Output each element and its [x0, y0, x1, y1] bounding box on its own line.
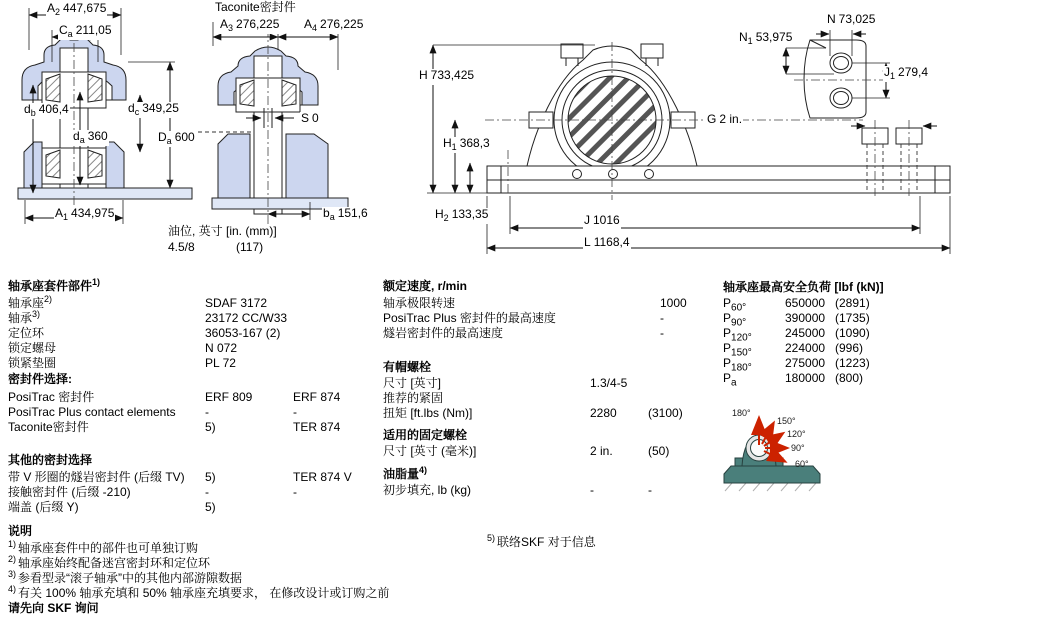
note-2: $^{2)}$ 轴承座始终配备迷宫密封环和定位环 — [8, 554, 211, 570]
spec-row-positrac-plus: PosiTrac Plus contact elements - - — [8, 405, 297, 419]
dim-da: $d_a$ 360 — [73, 129, 108, 146]
spec-row-bearing-limit-speed: 轴承极限转速 1000 — [383, 296, 687, 310]
dim-ba: $b_a$ 151,6 — [323, 206, 368, 223]
oil-level-mm: (117) — [236, 240, 264, 254]
oil-level-label: 油位, 英寸 [in. (mm)] — [168, 224, 277, 238]
spec-row-taconite-speed: 燧岩密封件的最高速度 - — [383, 326, 664, 340]
dim-A1: $A_1$ 434,975 — [55, 206, 115, 223]
load-row-pa: $P_a$ 180000 (800) — [723, 371, 864, 389]
notes-section — [8, 524, 408, 616]
spec-row-contact-seal: 接触密封件 (后缀 -210) - - — [8, 485, 297, 499]
spec-row-taconite-seal: Taconite密封件 5) TER 874 — [8, 420, 341, 434]
spec-row-locating-ring: 定位环 36053-167 (2) — [8, 326, 281, 340]
load-row-p120: $P_{120^\circ}$ 245000 (1090) — [723, 326, 870, 344]
spec-row-lock-nut: 锁定螺母 N 072 — [8, 341, 238, 355]
dim-H1: $H_1$ 368,3 — [443, 136, 490, 153]
spec-row-positrac-plus-speed: PosiTrac Plus 密封件的最高速度 - — [383, 311, 664, 325]
speed-section — [383, 279, 703, 341]
spec-row-lock-washer: 锁紧垫圈 PL 72 — [8, 356, 236, 370]
dim-A2: $A_2$ 447,675 — [47, 1, 107, 18]
seal-selection-section — [8, 372, 341, 435]
spec-row-taconite-tv: 带 V 形圈的燧岩密封件 (后缀 TV) 5) TER 874 V — [8, 470, 352, 484]
load-row-p90: $P_{90^\circ}$ 390000 (1735) — [723, 311, 870, 329]
safe-loads-title: 轴承座最高安全负荷 [lbf (kN)] — [723, 280, 884, 294]
dim-G: G 2 in. — [706, 113, 743, 129]
angle-label-180: 180° — [732, 408, 751, 418]
dim-J1: $J_1$ 279,4 — [884, 65, 929, 82]
angle-label-120: 120° — [787, 429, 806, 439]
note-4: $^{4)}$ 有关 100% 轴承充填和 50% 轴承座充填要求， 在修改设计或订购之前 — [8, 584, 390, 600]
oil-level-inches: 4.5/8 — [168, 240, 195, 254]
other-seals-title: 其他的密封选择 — [8, 453, 93, 467]
grease-title: 油脂量$^{4)}$ — [383, 465, 428, 481]
seal-selection-title: 密封件选择: — [8, 372, 72, 386]
housing-kit-section — [8, 277, 288, 371]
dim-N: N 73,025 — [826, 13, 876, 29]
dim-dc: $d_c$ 349,25 — [128, 101, 179, 118]
dim-J: J 1016 — [583, 214, 621, 230]
taconite-title: Taconite密封件 — [215, 0, 296, 14]
spec-row-torque: 扭矩 [ft.lbs (Nm)] 2280 (3100) — [383, 406, 683, 420]
angle-label-150: 150° — [777, 416, 796, 426]
dim-Da: $D_a$ 600 — [158, 130, 195, 147]
spec-row-recommended-tightening: 推荐的紧固 — [383, 391, 444, 405]
cap-bolts-title: 有帽螺栓 — [383, 360, 432, 374]
load-row-p60: $P_{60^\circ}$ 650000 (2891) — [723, 296, 870, 314]
dim-S: S 0 — [300, 112, 320, 128]
speed-title: 额定速度, r/min — [383, 279, 468, 293]
safe-loads-section — [723, 280, 1023, 389]
dim-A3: $A_3$ 276,225 — [220, 17, 280, 34]
note-5: $^{5)}$ 联络SKF 对于信息 — [487, 533, 596, 549]
spec-row-positrac-seal: PosiTrac 密封件 ERF 809 ERF 874 — [8, 390, 341, 404]
spec-row-bearing: 轴承$^{3)}$ 23172 CC/W33 — [8, 309, 288, 325]
dim-Ca: $C_a$ 211,05 — [59, 23, 112, 40]
dim-H: H 733,425 — [418, 69, 475, 85]
spec-row-housing: 轴承座$^{2)}$ SDAF 3172 — [8, 294, 268, 310]
load-row-p180: $P_{180^\circ}$ 275000 (1223) — [723, 356, 870, 374]
load-row-p150: $P_{150^\circ}$ 224000 (996) — [723, 341, 864, 359]
dim-H2: $H_2$ 133,35 — [435, 207, 489, 224]
other-seals-section — [8, 453, 352, 515]
dim-L: L 1168,4 — [583, 236, 631, 252]
dim-N1: $N_1$ 53,975 — [739, 30, 793, 47]
note-1: $^{1)}$ 轴承座套件中的部件也可单独订购 — [8, 539, 199, 555]
cap-bolts-section — [383, 360, 703, 421]
dim-db: $d_b$ 406,4 — [24, 102, 69, 119]
attach-bolts-section — [383, 428, 703, 459]
spec-row-attach-bolt-size: 尺寸 [英寸 (毫米)] 2 in. (50) — [383, 444, 670, 458]
spec-row-initial-fill: 初步填充, lb (kg) - - — [383, 483, 652, 497]
notes-title: 说明 — [8, 524, 33, 538]
note-3: $^{3)}$ 参看型录“滚子轴承”中的其他内部游隙数据 — [8, 569, 243, 585]
spec-row-cap-bolt-size: 尺寸 [英寸] 1.3/4-5 — [383, 376, 628, 390]
spec-row-end-cover: 端盖 (后缀 Y) 5) — [8, 500, 216, 514]
angle-label-60: 60° — [795, 459, 809, 469]
grease-section — [383, 467, 703, 498]
angle-label-90: 90° — [791, 443, 805, 453]
note-closing: 请先向 SKF 询问 — [8, 601, 99, 615]
dim-A4: $A_4$ 276,225 — [304, 17, 364, 34]
attach-bolts-title: 适用的固定螺栓 — [383, 428, 468, 442]
housing-kit-title: 轴承座套件部件$^{1)}$ — [8, 277, 101, 293]
